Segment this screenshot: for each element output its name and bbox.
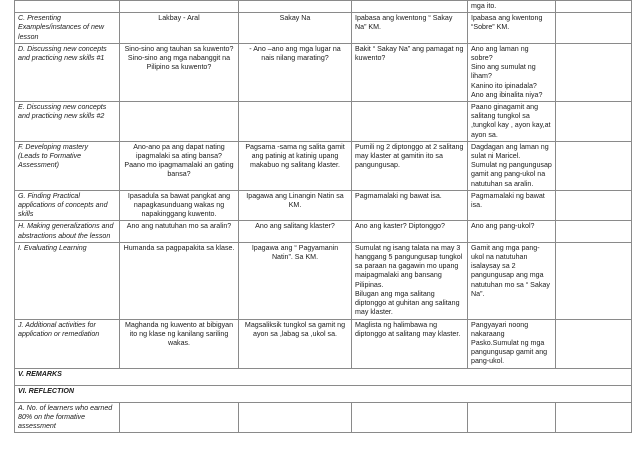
lesson-plan-table — [14, 0, 632, 433]
day-5-cell — [556, 221, 632, 242]
section-row-reflection — [15, 385, 632, 402]
day-3-cell: Pumili ng 2 diptonggo at 2 salitang may klaster at gamitin ito sa pangungusap. — [352, 141, 468, 190]
day-4-cell — [468, 402, 556, 433]
day-5-cell — [556, 13, 632, 44]
section-heading-remarks: V. REMARKS — [15, 368, 632, 385]
day-3-cell: Bakit “ Sakay Na” ang pamagat ng kuwento? — [352, 43, 468, 101]
row-label: I. Evaluating Learning — [15, 242, 120, 319]
row-label: H. Making generalizations and abstractions about the lesson — [15, 221, 120, 242]
day-4-cell: Paano ginagamit ang salitang tungkol sa ,tungkol kay , ayon kay,at ayon sa. — [468, 102, 556, 142]
day-5-cell — [556, 190, 632, 221]
day-2-cell — [239, 1, 352, 13]
table-row-learners-80-percent — [15, 402, 632, 433]
day-5-cell — [556, 402, 632, 433]
table-row-discussing-1 — [15, 43, 632, 101]
day-3-cell: Pagmamalaki ng bawat isa. — [352, 190, 468, 221]
day-2-cell: Pagsama -sama ng salita gamit ang patinig at katinig upang makabuo ng salitang klaster. — [239, 141, 352, 190]
day-1-cell: Sino-sino ang tauhan sa kuwento? Sino-sino ang mga nabanggit na Pilipino sa kuwento? — [120, 43, 239, 101]
day-2-cell: Ano ang salitang klaster? — [239, 221, 352, 242]
row-label — [15, 1, 120, 13]
row-label: E. Discussing new concepts and practicing new skills #2 — [15, 102, 120, 142]
day-3-cell: Maglista ng halimbawa ng diptonggo at salitang may klaster. — [352, 319, 468, 368]
row-label: F. Developing mastery (Leads to Formative Assessment) — [15, 141, 120, 190]
day-5-cell — [556, 102, 632, 142]
day-3-cell: Ipabasa ang kwentong “ Sakay Na” KM. — [352, 13, 468, 44]
table-row-practical-applications — [15, 190, 632, 221]
table-row-discussing-2 — [15, 102, 632, 142]
day-1-cell: Ano-ano pa ang dapat nating ipagmalaki sa ating bansa? Paano mo ipagmamalaki an gating bansa? — [120, 141, 239, 190]
day-2-cell: Ipagawa ang “ Pagyamanin Natin”. Sa KM. — [239, 242, 352, 319]
day-1-cell: Maghanda ng kuwento at bibigyan ito ng klase ng kanilang sariling wakas. — [120, 319, 239, 368]
day-4-cell: Dagdagan ang laman ng sulat ni Maricel. Sumulat ng pangungusap gamit ang pang-ukol na natutuhan sa aralin. — [468, 141, 556, 190]
day-2-cell: Magsaliksik tungkol sa gamit ng ayon sa ,labag sa ,ukol sa. — [239, 319, 352, 368]
day-1-cell — [120, 402, 239, 433]
table-row-developing-mastery — [15, 141, 632, 190]
row-label: C. Presenting Examples/instances of new lesson — [15, 13, 120, 44]
day-1-cell: Ipasadula sa bawat pangkat ang napagkasunduang wakas ng napakinggang kuwento. — [120, 190, 239, 221]
day-4-cell: Pangyayari noong nakaraang Pasko.Sumulat ng mga pangungusap gamit ang pang-ukol. — [468, 319, 556, 368]
day-4-cell: Ipabasa ang kwentong “Sobre” KM. — [468, 13, 556, 44]
section-heading-reflection: VI. REFLECTION — [15, 385, 632, 402]
day-3-cell: Sumulat ng isang talata na may 3 hanggang 5 pangungusap tungkol sa paraan na gagawin mo upang maipagmalaki ang bansang Pilipinas. Bilugan ang mga salitang diptonggo at guhitan ang salitang may klaster. — [352, 242, 468, 319]
lesson-plan-sheet — [14, 0, 631, 433]
day-1-cell: Ano ang natutuhan mo sa aralin? — [120, 221, 239, 242]
day-2-cell — [239, 402, 352, 433]
day-5-cell — [556, 319, 632, 368]
row-label: A. No. of learners who earned 80% on the formative assessment — [15, 402, 120, 433]
day-3-cell — [352, 402, 468, 433]
day-2-cell: - Ano –ano ang mga lugar na nais nilang marating? — [239, 43, 352, 101]
section-row-remarks — [15, 368, 632, 385]
day-1-cell: Humanda sa pagpapakita sa klase. — [120, 242, 239, 319]
row-label: D. Discussing new concepts and practicing new skills #1 — [15, 43, 120, 101]
row-label: G. Finding Practical applications of concepts and skills — [15, 190, 120, 221]
day-1-cell — [120, 1, 239, 13]
table-row-additional-activities — [15, 319, 632, 368]
day-3-cell — [352, 1, 468, 13]
day-4-cell: Ano ang laman ng sobre? Sino ang sumulat ng liham? Kanino ito ipinadala? Ano ang ibinalita niya? — [468, 43, 556, 101]
day-4-cell: Ano ang pang-ukol? — [468, 221, 556, 242]
day-2-cell: Ipagawa ang Linangin Natin sa KM. — [239, 190, 352, 221]
day-5-cell — [556, 242, 632, 319]
day-3-cell — [352, 102, 468, 142]
day-1-cell: Lakbay - Aral — [120, 13, 239, 44]
row-label: J. Additional activities for application or remediation — [15, 319, 120, 368]
day-1-cell — [120, 102, 239, 142]
day-2-cell: Sakay Na — [239, 13, 352, 44]
day-4-cell: Gamit ang mga pang-ukol na natutuhan isalaysay sa 2 pangungusap ang mga natutuhan mo sa “ Sakay Na”. — [468, 242, 556, 319]
day-5-cell — [556, 1, 632, 13]
day-5-cell — [556, 141, 632, 190]
day-5-cell — [556, 43, 632, 101]
table-row-continuation — [15, 1, 632, 13]
day-2-cell — [239, 102, 352, 142]
day-3-cell: Ano ang kaster? Diptonggo? — [352, 221, 468, 242]
day-4-cell: mga ito. — [468, 1, 556, 13]
table-row-generalizations — [15, 221, 632, 242]
table-row-evaluating-learning — [15, 242, 632, 319]
day-4-cell: Pagmamalaki ng bawat isa. — [468, 190, 556, 221]
table-row-presenting-examples — [15, 13, 632, 44]
